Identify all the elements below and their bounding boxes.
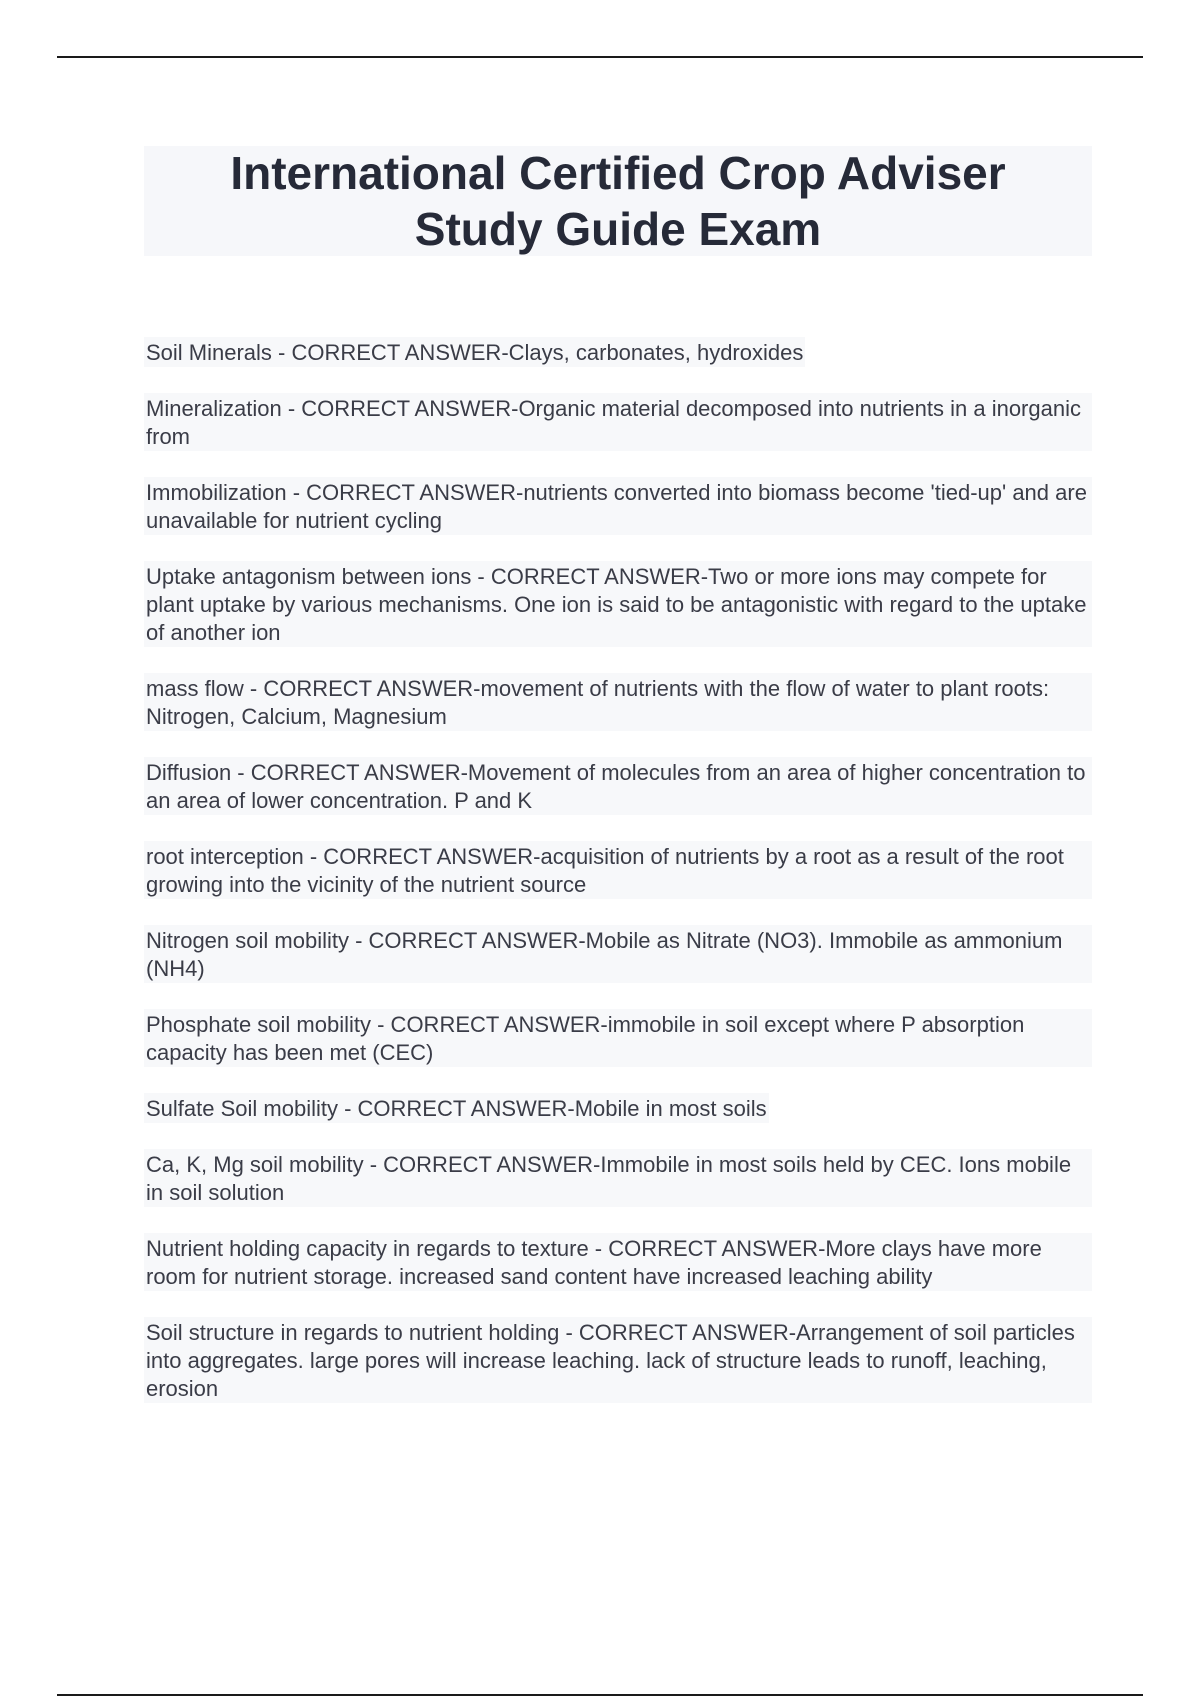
qa-item-nutrient-holding-texture: Nutrient holding capacity in regards to texture - CORRECT ANSWER-More clays have more room for nutrient storage. increased sand content have increased leaching ability [144, 1233, 1092, 1291]
qa-item-mass-flow: mass flow - CORRECT ANSWER-movement of nutrients with the flow of water to plant roots: Nitrogen, Calcium, Magnesium [144, 673, 1092, 731]
qa-item-diffusion: Diffusion - CORRECT ANSWER-Movement of molecules from an area of higher concentration to an area of lower concentration. P and K [144, 757, 1092, 815]
qa-item-uptake-antagonism: Uptake antagonism between ions - CORRECT ANSWER-Two or more ions may compete for plant uptake by various mechanisms. One ion is said to be antagonistic with regard to the uptake of another ion [144, 561, 1092, 647]
qa-item-root-interception: root interception - CORRECT ANSWER-acquisition of nutrients by a root as a result of the root growing into the vicinity of the nutrient source [144, 841, 1092, 899]
title-box [144, 146, 1092, 256]
qa-item-immobilization: Immobilization - CORRECT ANSWER-nutrients converted into biomass become 'tied-up' and are unavailable for nutrient cycling [144, 477, 1092, 535]
qa-item-phosphate-mobility: Phosphate soil mobility - CORRECT ANSWER-immobile in soil except where P absorption capacity has been met (CEC) [144, 1009, 1092, 1067]
qa-item-soil-structure: Soil structure in regards to nutrient holding - CORRECT ANSWER-Arrangement of soil particles into aggregates. large pores will increase leaching. lack of structure leads to runoff, leaching, erosion [144, 1317, 1092, 1403]
qa-item-mineralization: Mineralization - CORRECT ANSWER-Organic material decomposed into nutrients in a inorganic from [144, 393, 1092, 451]
document-title [230, 145, 1005, 257]
qa-item-ca-k-mg-mobility: Ca, K, Mg soil mobility - CORRECT ANSWER-Immobile in most soils held by CEC. Ions mobile in soil solution [144, 1149, 1092, 1207]
bottom-rule [57, 1694, 1143, 1696]
title-line-2: Study Guide Exam [414, 203, 822, 255]
top-rule [57, 56, 1143, 58]
qa-item-soil-minerals: Soil Minerals - CORRECT ANSWER-Clays, carbonates, hydroxides [144, 337, 805, 367]
qa-list [144, 337, 1092, 1429]
qa-item-sulfate-mobility: Sulfate Soil mobility - CORRECT ANSWER-Mobile in most soils [144, 1093, 769, 1123]
qa-item-nitrogen-mobility: Nitrogen soil mobility - CORRECT ANSWER-Mobile as Nitrate (NO3). Immobile as ammonium (NH4) [144, 925, 1092, 983]
title-line-1: International Certified Crop Adviser [230, 147, 1006, 199]
